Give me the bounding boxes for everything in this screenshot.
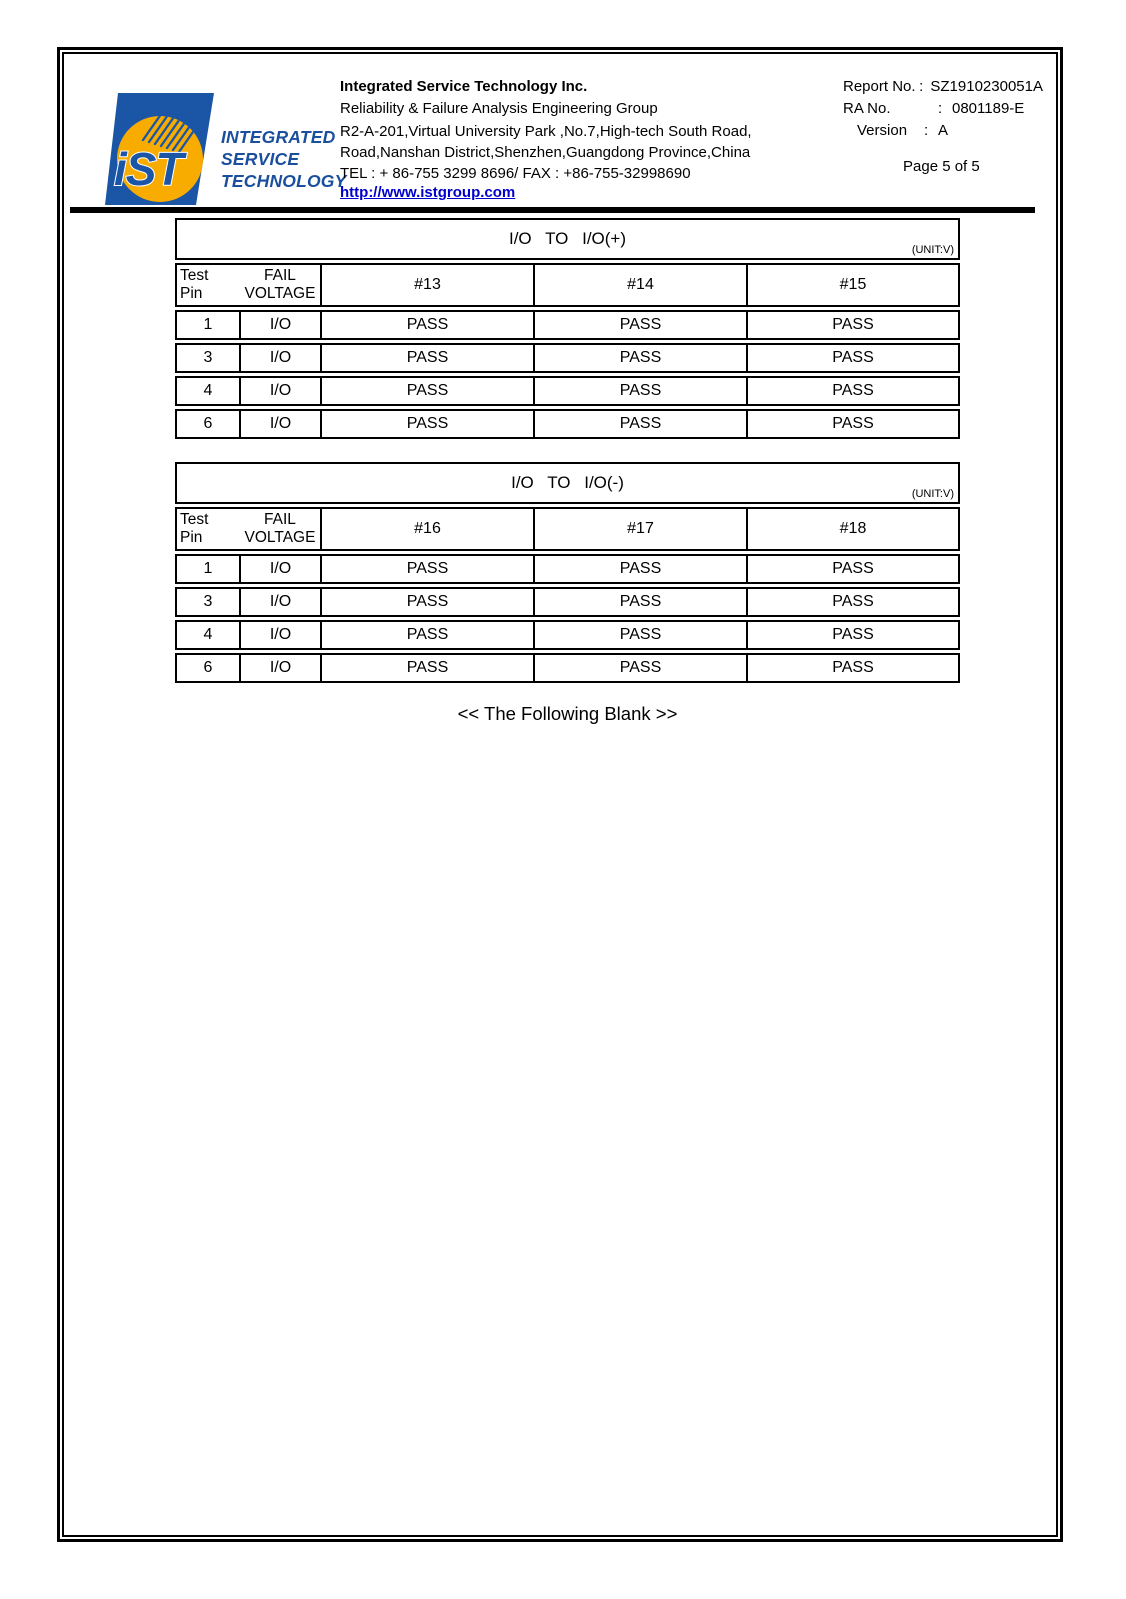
cell-result: PASS	[746, 622, 958, 648]
website-link[interactable]: http://www.istgroup.com	[340, 184, 516, 201]
header-test-pin: Test Pin	[180, 267, 209, 302]
cell-result: PASS	[746, 378, 958, 404]
cell-result: PASS	[533, 411, 746, 437]
cell-result: PASS	[320, 655, 533, 681]
table-unit: (UNIT:V)	[911, 244, 954, 256]
cell-result: PASS	[533, 312, 746, 338]
header-cell-pin-fail	[177, 265, 320, 305]
cell-fail-voltage: I/O	[239, 622, 320, 648]
cell-result: PASS	[320, 589, 533, 615]
tel-fax: TEL : + 86-755 3299 8696/ FAX : +86-755-32998690	[340, 165, 691, 182]
cell-fail-voltage: I/O	[239, 589, 320, 615]
address-line-2: Road,Nanshan District,Shenzhen,Guangdong Province,China	[340, 144, 751, 161]
brand-line-3: TECHNOLOGY	[221, 171, 347, 191]
ra-no-row	[843, 98, 1043, 120]
version-row	[843, 120, 1043, 142]
header-fail-voltage: FAIL VOLTAGE	[244, 511, 316, 546]
report-no-colon: :	[919, 78, 924, 95]
cell-pin: 3	[203, 349, 213, 366]
version-value: A	[938, 122, 949, 139]
company-info	[340, 76, 815, 201]
table-row	[175, 587, 960, 617]
ra-no-colon: :	[938, 100, 943, 117]
cell-result: PASS	[746, 411, 958, 437]
cell-pin: 1	[203, 316, 213, 333]
cell-result: PASS	[533, 378, 746, 404]
cell-fail-voltage: I/O	[239, 378, 320, 404]
table-row	[175, 653, 960, 683]
brand-name	[221, 126, 346, 192]
ist-logo-icon	[88, 84, 220, 208]
table-io-minus	[175, 462, 960, 683]
header-cell-col3: #18	[746, 509, 958, 549]
following-blank-note: << The Following Blank >>	[457, 703, 678, 724]
cell-result: PASS	[320, 556, 533, 582]
cell-fail-voltage: I/O	[239, 312, 320, 338]
cell-result: PASS	[533, 345, 746, 371]
header-cell-col2: #14	[533, 265, 746, 305]
table-title-bar	[175, 218, 960, 260]
table-row	[175, 310, 960, 340]
ra-no-value: 0801189-E	[952, 100, 1025, 117]
cell-pin: 3	[203, 593, 213, 610]
header-cell-col1: #13	[320, 265, 533, 305]
table-header-row	[175, 263, 960, 307]
table-row	[175, 409, 960, 439]
version-label: Version	[857, 122, 908, 139]
cell-fail-voltage: I/O	[239, 411, 320, 437]
table-row	[175, 554, 960, 584]
cell-result: PASS	[533, 622, 746, 648]
header-divider	[70, 207, 1035, 213]
table-title: I/O TO I/O(-)	[511, 473, 624, 492]
header-cell-col3: #15	[746, 265, 958, 305]
cell-result: PASS	[320, 378, 533, 404]
header-cell-col2: #17	[533, 509, 746, 549]
cell-result: PASS	[320, 312, 533, 338]
cell-result: PASS	[533, 589, 746, 615]
header-test-pin: Test Pin	[180, 511, 209, 546]
cell-result: PASS	[320, 345, 533, 371]
report-no-label: Report No.	[843, 78, 916, 95]
table-header-row	[175, 507, 960, 551]
company-name: Integrated Service Technology Inc.	[340, 78, 588, 95]
report-no-value: SZ1910230051A	[930, 78, 1043, 95]
cell-result: PASS	[533, 556, 746, 582]
cell-result: PASS	[746, 345, 958, 371]
brand-line-1: INTEGRATED	[221, 127, 336, 147]
cell-fail-voltage: I/O	[239, 345, 320, 371]
table-row	[175, 620, 960, 650]
brand-line-2: SERVICE	[221, 149, 300, 169]
table-row	[175, 343, 960, 373]
cell-pin: 6	[203, 659, 213, 676]
report-meta	[843, 76, 1043, 175]
header-cell-col1: #16	[320, 509, 533, 549]
cell-result: PASS	[533, 655, 746, 681]
cell-result: PASS	[746, 589, 958, 615]
cell-pin: 6	[203, 415, 213, 432]
cell-result: PASS	[320, 622, 533, 648]
cell-pin: 4	[203, 382, 213, 399]
ra-no-label: RA No.	[843, 100, 891, 117]
cell-result: PASS	[320, 411, 533, 437]
cell-result: PASS	[746, 556, 958, 582]
page-number: Page 5 of 5	[903, 158, 980, 175]
cell-result: PASS	[746, 655, 958, 681]
cell-fail-voltage: I/O	[239, 655, 320, 681]
table-title: I/O TO I/O(+)	[508, 229, 627, 248]
cell-result: PASS	[746, 312, 958, 338]
table-row	[175, 376, 960, 406]
table-unit: (UNIT:V)	[911, 488, 954, 500]
department-name: Reliability & Failure Analysis Engineering Group	[340, 100, 658, 117]
header-cell-pin-fail	[177, 509, 320, 549]
address-line-1: R2-A-201,Virtual University Park ,No.7,High-tech South Road,	[340, 123, 752, 140]
table-title-bar	[175, 462, 960, 504]
svg-text:iST: iST	[114, 143, 183, 195]
cell-pin: 4	[203, 626, 213, 643]
report-no-row	[843, 76, 1043, 98]
version-colon: :	[924, 122, 929, 139]
cell-pin: 1	[203, 560, 213, 577]
cell-fail-voltage: I/O	[239, 556, 320, 582]
table-io-plus	[175, 218, 960, 439]
ist-logo	[88, 84, 220, 208]
header-fail-voltage: FAIL VOLTAGE	[244, 267, 316, 302]
